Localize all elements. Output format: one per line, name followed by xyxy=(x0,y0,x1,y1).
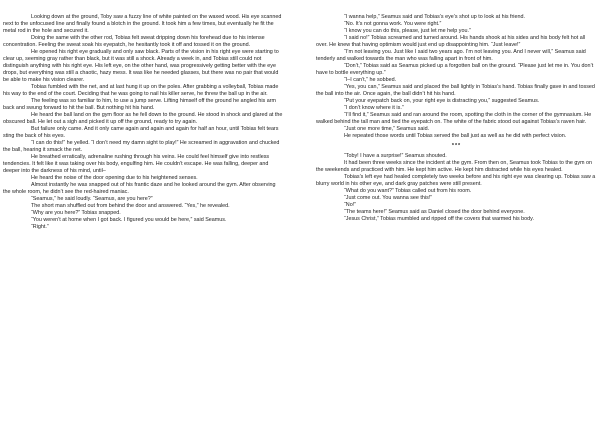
paragraph: “What do you want?” Tobias called out from his room. xyxy=(344,188,472,194)
paragraph: “The teams here!” Seamus said as Daniel closed the door behind everyone. xyxy=(344,209,525,215)
paragraph: Almost instantly he was snapped out of his frantic daze and he looked around the gym. After observing the whole room, he didn’t see the red-haired maniac. xyxy=(3,182,276,195)
paragraph: “Seamus,” he said loudly. “Seamus, are you here?” xyxy=(31,196,153,202)
paragraph: “Jesus Christ,” Tobias mumbled and ripped off the covers that warmed his body. xyxy=(344,216,534,222)
paragraph: “No!” xyxy=(344,202,356,208)
right-page xyxy=(316,14,597,414)
section-separator: *** xyxy=(451,143,462,149)
paragraph: “Toby! I have a surprise!” Seamus shouted. xyxy=(344,153,447,159)
paragraph: He heard the ball land on the gym floor as he fell down to the ground. He stood in shock and glared at the obscured ball. He let out a sigh and picked it up off the ground, ready to try again. xyxy=(3,112,283,125)
paragraph: “I said no!” Tobias screamed and turned around. His hands shook at his sides and his body felt hot all over. He knew that having optimism would just end up disappointing him. “Just leave!” xyxy=(316,35,586,48)
paragraph: He repeated those words until Tobias served the ball just as well as he did with perfect vision. xyxy=(344,133,567,139)
paragraph: The short man shuffled out from behind the door and answered. “Yes,” he revealed. xyxy=(31,203,230,209)
paragraph: “Don’t,” Tobias said as Seamus picked up a forgotten ball on the ground. “Please just let me in. You don’t have to bottle everything up.” xyxy=(316,63,594,76)
paragraph: The feeling was so familiar to him, to use a jump serve. Lifting himself off the ground he angled his arm back and swung forward to hit the ball. But nothing hit his hand. xyxy=(3,98,277,111)
paragraph: “No. It’s not gonna work. You were right.” xyxy=(344,21,442,27)
left-page xyxy=(3,14,284,414)
paragraph: “You weren’t at home when I got back. I figured you would be here,” said Seamus. xyxy=(31,217,227,223)
paragraph: “I wanna help,” Seamus said and Tobias’s eye’s shot up to look at his friend. xyxy=(344,14,525,20)
paragraph: “I–I can’t,” he sobbed. xyxy=(344,77,397,83)
paragraph: “I can do this!” he yelled. “I don’t need my damn sight to play!” He screamed in aggravation and chucked the ball, hearing it smack the net. xyxy=(3,140,280,153)
paragraph: Tobias’s left eye had healed completely two weeks before and his right eye was clearing up. Tobias saw a blurry world in his other eye, and dark gray patches were still present. xyxy=(316,174,596,187)
paragraph: “I’ll find it,” Seamus said and ran around the room, spotting the cloth in the corner of the gymnasium. He walked behind the tall man and tied the eyepatch on. The white of the fabric stood out against Tobias’s raven hair. xyxy=(316,112,592,125)
paragraph: “I don’t know where it is.” xyxy=(344,105,404,111)
paragraph: “Why are you here?” Tobias snapped. xyxy=(31,210,121,216)
paragraph: He opened his right eye gradually and only saw black. Parts of the vision in his right eye were starting to clear up, seeming gray rather than black, but it was still a shock. Already a week in, and Tobias still could not distinguish anything with his right eye. His left eye, on the other hand, was progressively getting better with the eye drops, but everything was still a chaotic, hazy mess. It was like he needed glasses, but there was no pair that would be able to make his vision clearer. xyxy=(3,49,279,83)
paragraph: Tobias fumbled with the net, and at last hung it up on the poles. After grabbing a volleyball, Tobias made his way to the end of the court. Deciding that he was going to nail his killer serve, he threw the ball up in the air. xyxy=(3,84,279,97)
paragraph: Looking down at the ground, Toby saw a fuzzy line of white painted on the waxed wood. His eye scanned next to the unfocused line and finally found a blotch in the ground. It took him a few times, but eventually he fit the metal rod in the hole and secured it. xyxy=(3,14,282,34)
paragraph: “I know you can do this, please, just let me help you.” xyxy=(344,28,471,34)
paragraph: “Just one more time,” Seamus said. xyxy=(344,126,430,132)
paragraph: “I’m not leaving you. Just like I said two years ago. I’m not leaving you. And I never will,” Seamus said tenderly and walked towards the man who was falling apart in front of him. xyxy=(316,49,586,62)
paragraph: But failure only came. And it only came again and again and again for half an hour, until Tobias felt tears sting the back of his eyes. xyxy=(3,126,279,139)
paragraph: “Yes, you can,” Seamus said and placed the ball lightly in Tobias’s hand. Tobias finally gave in and tossed the ball into the air. Once again, the ball didn’t hit his hand. xyxy=(316,84,595,97)
paragraph: “Put your eyepatch back on, your right eye is distracting you,” suggested Seamus. xyxy=(344,98,540,104)
paragraph: “Just come out. You wanna see this!” xyxy=(344,195,433,201)
paragraph: Doing the same with the other rod, Tobias felt sweat dripping down his forehead due to his intense concentration. Feeling the sweat soak his eyepatch, he hesitantly took it off and tossed it on the ground. xyxy=(3,35,265,48)
paragraph: It had been three weeks since the incident at the gym. From then on, Seamus took Tobias to the gym on the weekends and practiced with him. He kept him active. He kept him distracted while his eyes healed. xyxy=(316,160,593,173)
paragraph: He breathed erratically, adrenaline rushing through his veins. He could feel himself give into restless tendencies. It felt like it was taking over his body, engulfing him. He couldn’t escape. He was falling, deeper and deeper into the darkness of his mind, until– xyxy=(3,154,270,174)
paragraph: “Right.” xyxy=(31,224,49,230)
paragraph: He heard the noise of the door opening due to his heightened senses. xyxy=(31,175,198,181)
